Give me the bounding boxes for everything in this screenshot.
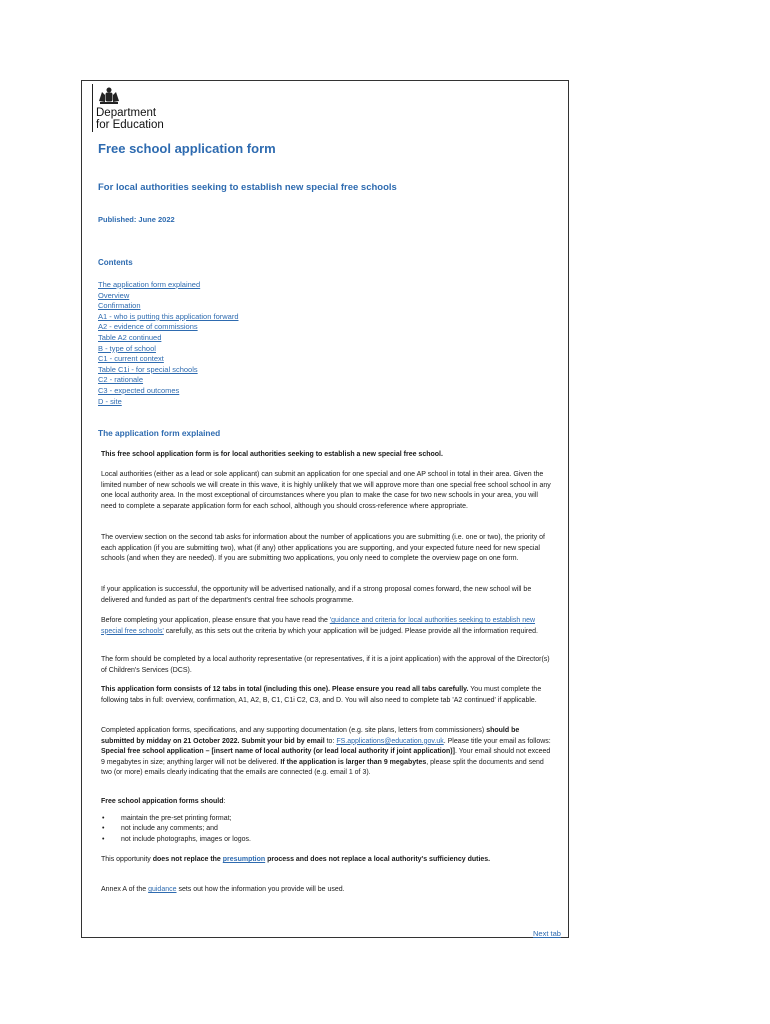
toc-link-c1i[interactable]: Table C1i - for special schools — [98, 364, 198, 374]
toc-link-a2[interactable]: A2 - evidence of commissions — [98, 322, 198, 332]
submission-text-1: Completed application forms, specifications, and any supporting documentation (e.g. site plans, letters from commissioners) — [101, 727, 487, 734]
tabs-notice: This application form consists of 12 tabs in total (including this one). Please ensure you read all tabs carefully. — [101, 686, 469, 693]
submission-text-3: . Please title your email as follows: — [443, 737, 551, 745]
toc-item — [98, 291, 239, 302]
tabs-paragraph — [101, 685, 553, 706]
toc-link-c1[interactable]: C1 - current context — [98, 354, 164, 364]
page-title: Free school application form — [98, 141, 276, 156]
submission-deadline: should be submitted by midday on 21 October 2022. Submit your bid by email — [101, 727, 520, 745]
guidance-link[interactable]: guidance — [148, 886, 177, 893]
guidance-text-start: Before completing your application, please ensure that you have read the — [101, 617, 330, 624]
list-item: • not include photographs, images or logos. — [101, 835, 251, 845]
toc-link-d[interactable]: D - site — [98, 396, 122, 406]
toc-item — [98, 397, 239, 408]
presumption-paragraph — [101, 855, 553, 866]
logo-line-1: Department — [96, 107, 157, 119]
annex-paragraph — [101, 885, 553, 896]
should-heading-colon: : — [223, 798, 226, 805]
toc-item — [98, 354, 239, 365]
submission-text-2: to: — [324, 737, 337, 745]
applications-email-link[interactable]: FS.applications@education.gov.uk — [336, 737, 444, 745]
submission-text-5: , please split the documents and send two (or more) emails clearly indicating that the emails are connected (e.g. email 1 of 3). — [101, 758, 544, 777]
toc-item — [98, 312, 239, 323]
presumption-bold — [153, 856, 490, 863]
should-heading — [101, 797, 553, 808]
toc-item — [98, 333, 239, 344]
requirements-list — [101, 814, 251, 845]
contents-heading: Contents — [98, 258, 133, 267]
eligibility-paragraph: Local authorities (either as a lead or sole applicant) can submit an application for one special and one AP school in total in their area. Given the limited number of new schools we will create in this wave, it is highly unlikely that we will approve more than one special free school school in any one local authority area. In the most exceptional of circumstances where you plan to make the case for two new schools in your area, you will need to complete a separate application form for each school, although you should cross-reference where appropriate. — [101, 471, 551, 510]
intro-paragraph — [101, 450, 553, 461]
toc-link-b[interactable]: B - type of school — [98, 343, 156, 353]
toc-item — [98, 322, 239, 333]
submission-paragraph — [101, 726, 553, 779]
royal-crest-icon — [96, 86, 122, 106]
list-item: • not include any comments; and — [101, 824, 251, 834]
contents-list — [98, 280, 239, 407]
toc-link-form-explained[interactable]: The application form explained — [98, 280, 201, 289]
toc-item — [98, 375, 239, 386]
toc-item — [98, 344, 239, 355]
presumption-bold-2: process and does not replace a local authority's sufficiency duties. — [265, 856, 491, 863]
annex-text-end: sets out how the information you provide will be used. — [176, 886, 345, 893]
toc-item — [98, 280, 239, 291]
toc-item — [98, 386, 239, 397]
toc-link-a1[interactable]: A1 - who is putting this application forward — [98, 311, 239, 321]
next-tab-link[interactable]: Next tab — [533, 929, 561, 938]
logo-wordmark — [96, 107, 164, 131]
annex-text-start: Annex A of the — [101, 886, 149, 893]
should-heading-text: Free school appication forms should — [101, 798, 224, 805]
size-limit-notice: If the application is larger than 9 megabytes — [280, 758, 427, 766]
tabs-detail: You must complete the following tabs in full: overview, confirmation, A1, A2, B, C1, C1i C2, C3, and D. You will also need to complete tab 'A2 continued' if applicable. — [101, 686, 542, 704]
logo-divider — [92, 84, 93, 132]
representative-paragraph: The form should be completed by a local authority representative (or representatives, if it is a joint application) with the approval of the Director(s) of Children's Services (DCS). — [101, 656, 550, 674]
guidance-paragraph — [101, 616, 553, 637]
intro-text: This free school application form is for local authorities seeking to establish a new special free school. — [101, 451, 443, 458]
presumption-bold-1: does not replace the — [152, 856, 223, 863]
guidance-criteria-link[interactable]: 'guidance and criteria for local authorities seeking to establish new special free schools' — [101, 617, 536, 635]
toc-item — [98, 301, 239, 312]
section-heading: The application form explained — [98, 428, 221, 438]
presumption-link[interactable]: presumption — [222, 856, 266, 863]
overview-paragraph: The overview section on the second tab asks for information about the number of applications you are submitting (i.e. one or two), the priority of each application (if you are submitting two), what (if any) other applications you are supporting, and your expected future need for new special schools (and when they are needed). If you are submitting two applications, you only need to complete the overview page on one form. — [101, 534, 545, 563]
presumption-text-start: This opportunity — [101, 856, 153, 863]
success-paragraph: If your application is successful, the opportunity will be advertised nationally, and if a strong proposal comes forward, the new school will be delivered and funded as part of the department's central free schools programme. — [101, 586, 532, 604]
logo-line-2: for Education — [96, 119, 164, 131]
toc-link-c3[interactable]: C3 - expected outcomes — [98, 385, 180, 395]
published-date: Published: June 2022 — [98, 215, 175, 224]
submission-text-4: . Your email should not exceed 9 megabytes in size; anything larger will not be delivered. — [101, 748, 551, 766]
page-subtitle: For local authorities seeking to establish new special free schools — [98, 182, 397, 193]
list-item: • maintain the pre-set printing format; — [101, 814, 251, 824]
toc-link-c2[interactable]: C2 - rationale — [98, 375, 144, 385]
toc-link-overview[interactable]: Overview — [98, 290, 130, 300]
email-title-format: Special free school application – [insert name of local authority (or lead local authority if joint application)] — [101, 748, 455, 756]
guidance-text-end: carefully, as this sets out the criteria by which your application will be judged. Please provide all the information required. — [163, 627, 538, 635]
toc-link-a2-continued[interactable]: Table A2 continued — [98, 332, 162, 342]
toc-item — [98, 365, 239, 376]
department-logo — [92, 84, 212, 134]
toc-link-confirmation[interactable]: Confirmation — [98, 301, 141, 311]
